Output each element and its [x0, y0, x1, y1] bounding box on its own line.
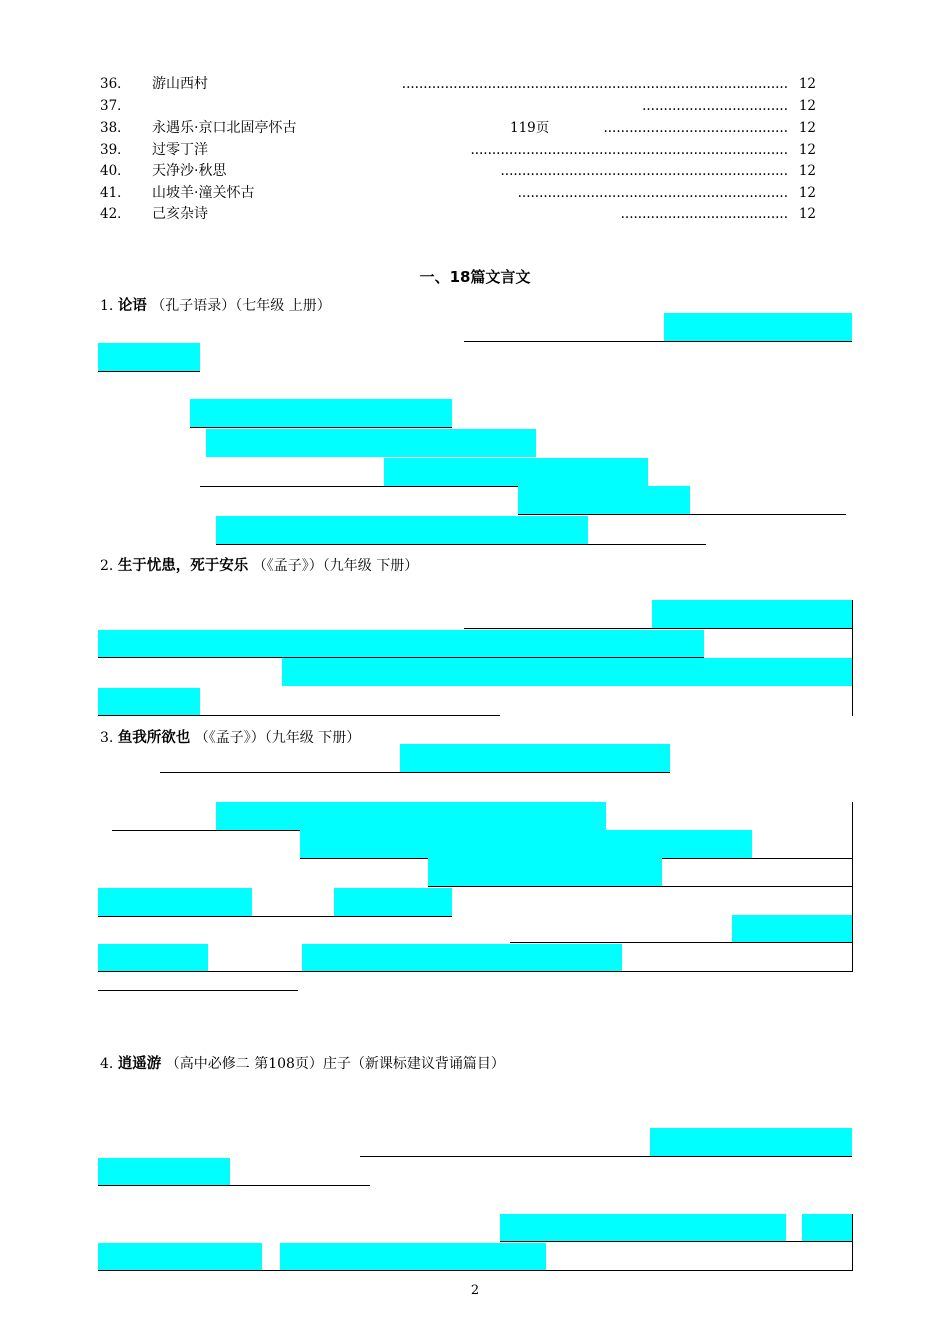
toc-title: 己亥杂诗 [152, 206, 208, 222]
highlight [302, 944, 622, 972]
highlight [802, 1214, 852, 1242]
toc-row[interactable] [100, 161, 816, 181]
article-number: 1. [100, 298, 114, 314]
article-title: 鱼我所欲也 [117, 730, 191, 746]
toc-page-reference: 119页 [510, 120, 550, 136]
highlight [98, 1158, 230, 1186]
toc-title: 过零丁洋 [152, 142, 208, 158]
margin-bar [852, 802, 853, 972]
underline [428, 886, 852, 887]
underline [98, 1270, 852, 1271]
toc-number: 42． [100, 206, 131, 222]
underline [464, 628, 852, 629]
toc-page: 12 [798, 120, 816, 136]
toc-title: 游山西村 [152, 76, 208, 92]
highlight [216, 802, 606, 830]
highlight [500, 1214, 786, 1242]
underline [190, 427, 452, 428]
toc-number: 41． [100, 185, 131, 201]
highlight [98, 944, 208, 972]
toc-number: 38． [100, 120, 131, 136]
underline [518, 514, 846, 515]
article-detail: （孔子语录）（七年级 上册） [151, 298, 331, 314]
toc-leader: .................................. [642, 98, 788, 114]
article-number: 3. [100, 730, 114, 746]
article-title: 生于忧患，死于安乐 [117, 558, 249, 574]
highlight [206, 429, 536, 457]
article-heading [100, 294, 331, 315]
highlight [98, 688, 200, 716]
article-detail: （《孟子》）（九年级 下册） [252, 558, 419, 574]
toc-row[interactable] [100, 183, 816, 203]
page-number: 2 [470, 1283, 480, 1298]
highlight [664, 313, 852, 341]
underline [160, 772, 670, 773]
highlight [190, 399, 452, 427]
article-title: 逍遥游 [117, 1056, 162, 1072]
toc-page: 12 [798, 76, 816, 92]
highlight [518, 486, 690, 514]
toc-leader: .......................................................................... [470, 142, 788, 158]
toc-page: 12 [798, 206, 816, 222]
toc-leader: ............................................................... [517, 185, 788, 201]
underline [510, 942, 852, 943]
article-heading [100, 1052, 505, 1073]
toc-page: 12 [798, 185, 816, 201]
article-title: 论语 [117, 298, 147, 314]
highlight [98, 1243, 262, 1271]
toc-page: 12 [798, 142, 816, 158]
toc-page: 12 [798, 98, 816, 114]
toc-row[interactable] [100, 140, 816, 160]
highlight [280, 1243, 546, 1271]
highlight [650, 1128, 852, 1156]
highlight [98, 888, 252, 916]
toc-page: 12 [798, 163, 816, 179]
underline [98, 1185, 370, 1186]
toc-row[interactable] [100, 204, 816, 224]
article-heading [100, 726, 360, 747]
article-number: 2. [100, 558, 114, 574]
toc-row[interactable] [100, 118, 816, 138]
highlight [652, 600, 852, 628]
underline [98, 990, 298, 991]
underline [98, 715, 500, 716]
highlight [732, 915, 852, 943]
article-detail: （高中必修二 第108页）庄子（新课标建议背诵篇目） [165, 1056, 505, 1072]
toc-title: 永遇乐·京口北固亭怀古 [152, 120, 297, 136]
toc-leader: ................................................................... [500, 163, 788, 179]
section-title: 一、18篇文言文 [419, 268, 531, 286]
underline [98, 371, 200, 372]
toc-leader: ....................................... [620, 206, 788, 222]
toc-leader: .......................................................................................... [401, 76, 788, 92]
highlight [98, 343, 200, 371]
highlight [282, 658, 852, 686]
underline [98, 971, 852, 972]
highlight [400, 744, 670, 772]
toc-title: 天净沙·秋思 [152, 163, 227, 179]
underline [360, 1156, 852, 1157]
toc-title: 山坡羊·潼关怀古 [152, 185, 255, 201]
toc-leader: ........................................... [603, 120, 788, 136]
highlight [428, 858, 662, 886]
highlight [98, 630, 704, 658]
highlight [300, 830, 752, 858]
underline [464, 341, 852, 342]
margin-bar [852, 600, 853, 716]
underline [500, 1241, 852, 1242]
highlight [216, 516, 588, 544]
underline [98, 916, 452, 917]
toc-row[interactable] [100, 74, 816, 94]
highlight [384, 458, 648, 486]
toc-number: 40． [100, 163, 131, 179]
toc-number: 36． [100, 76, 131, 92]
underline [216, 544, 706, 545]
toc-row[interactable] [100, 96, 816, 116]
article-detail: （《孟子》）（九年级 下册） [194, 730, 361, 746]
toc-number: 39． [100, 142, 131, 158]
margin-bar [852, 1214, 853, 1271]
highlight [334, 888, 452, 916]
toc-number: 37． [100, 98, 131, 114]
article-heading [100, 554, 418, 575]
article-number: 4. [100, 1056, 114, 1072]
